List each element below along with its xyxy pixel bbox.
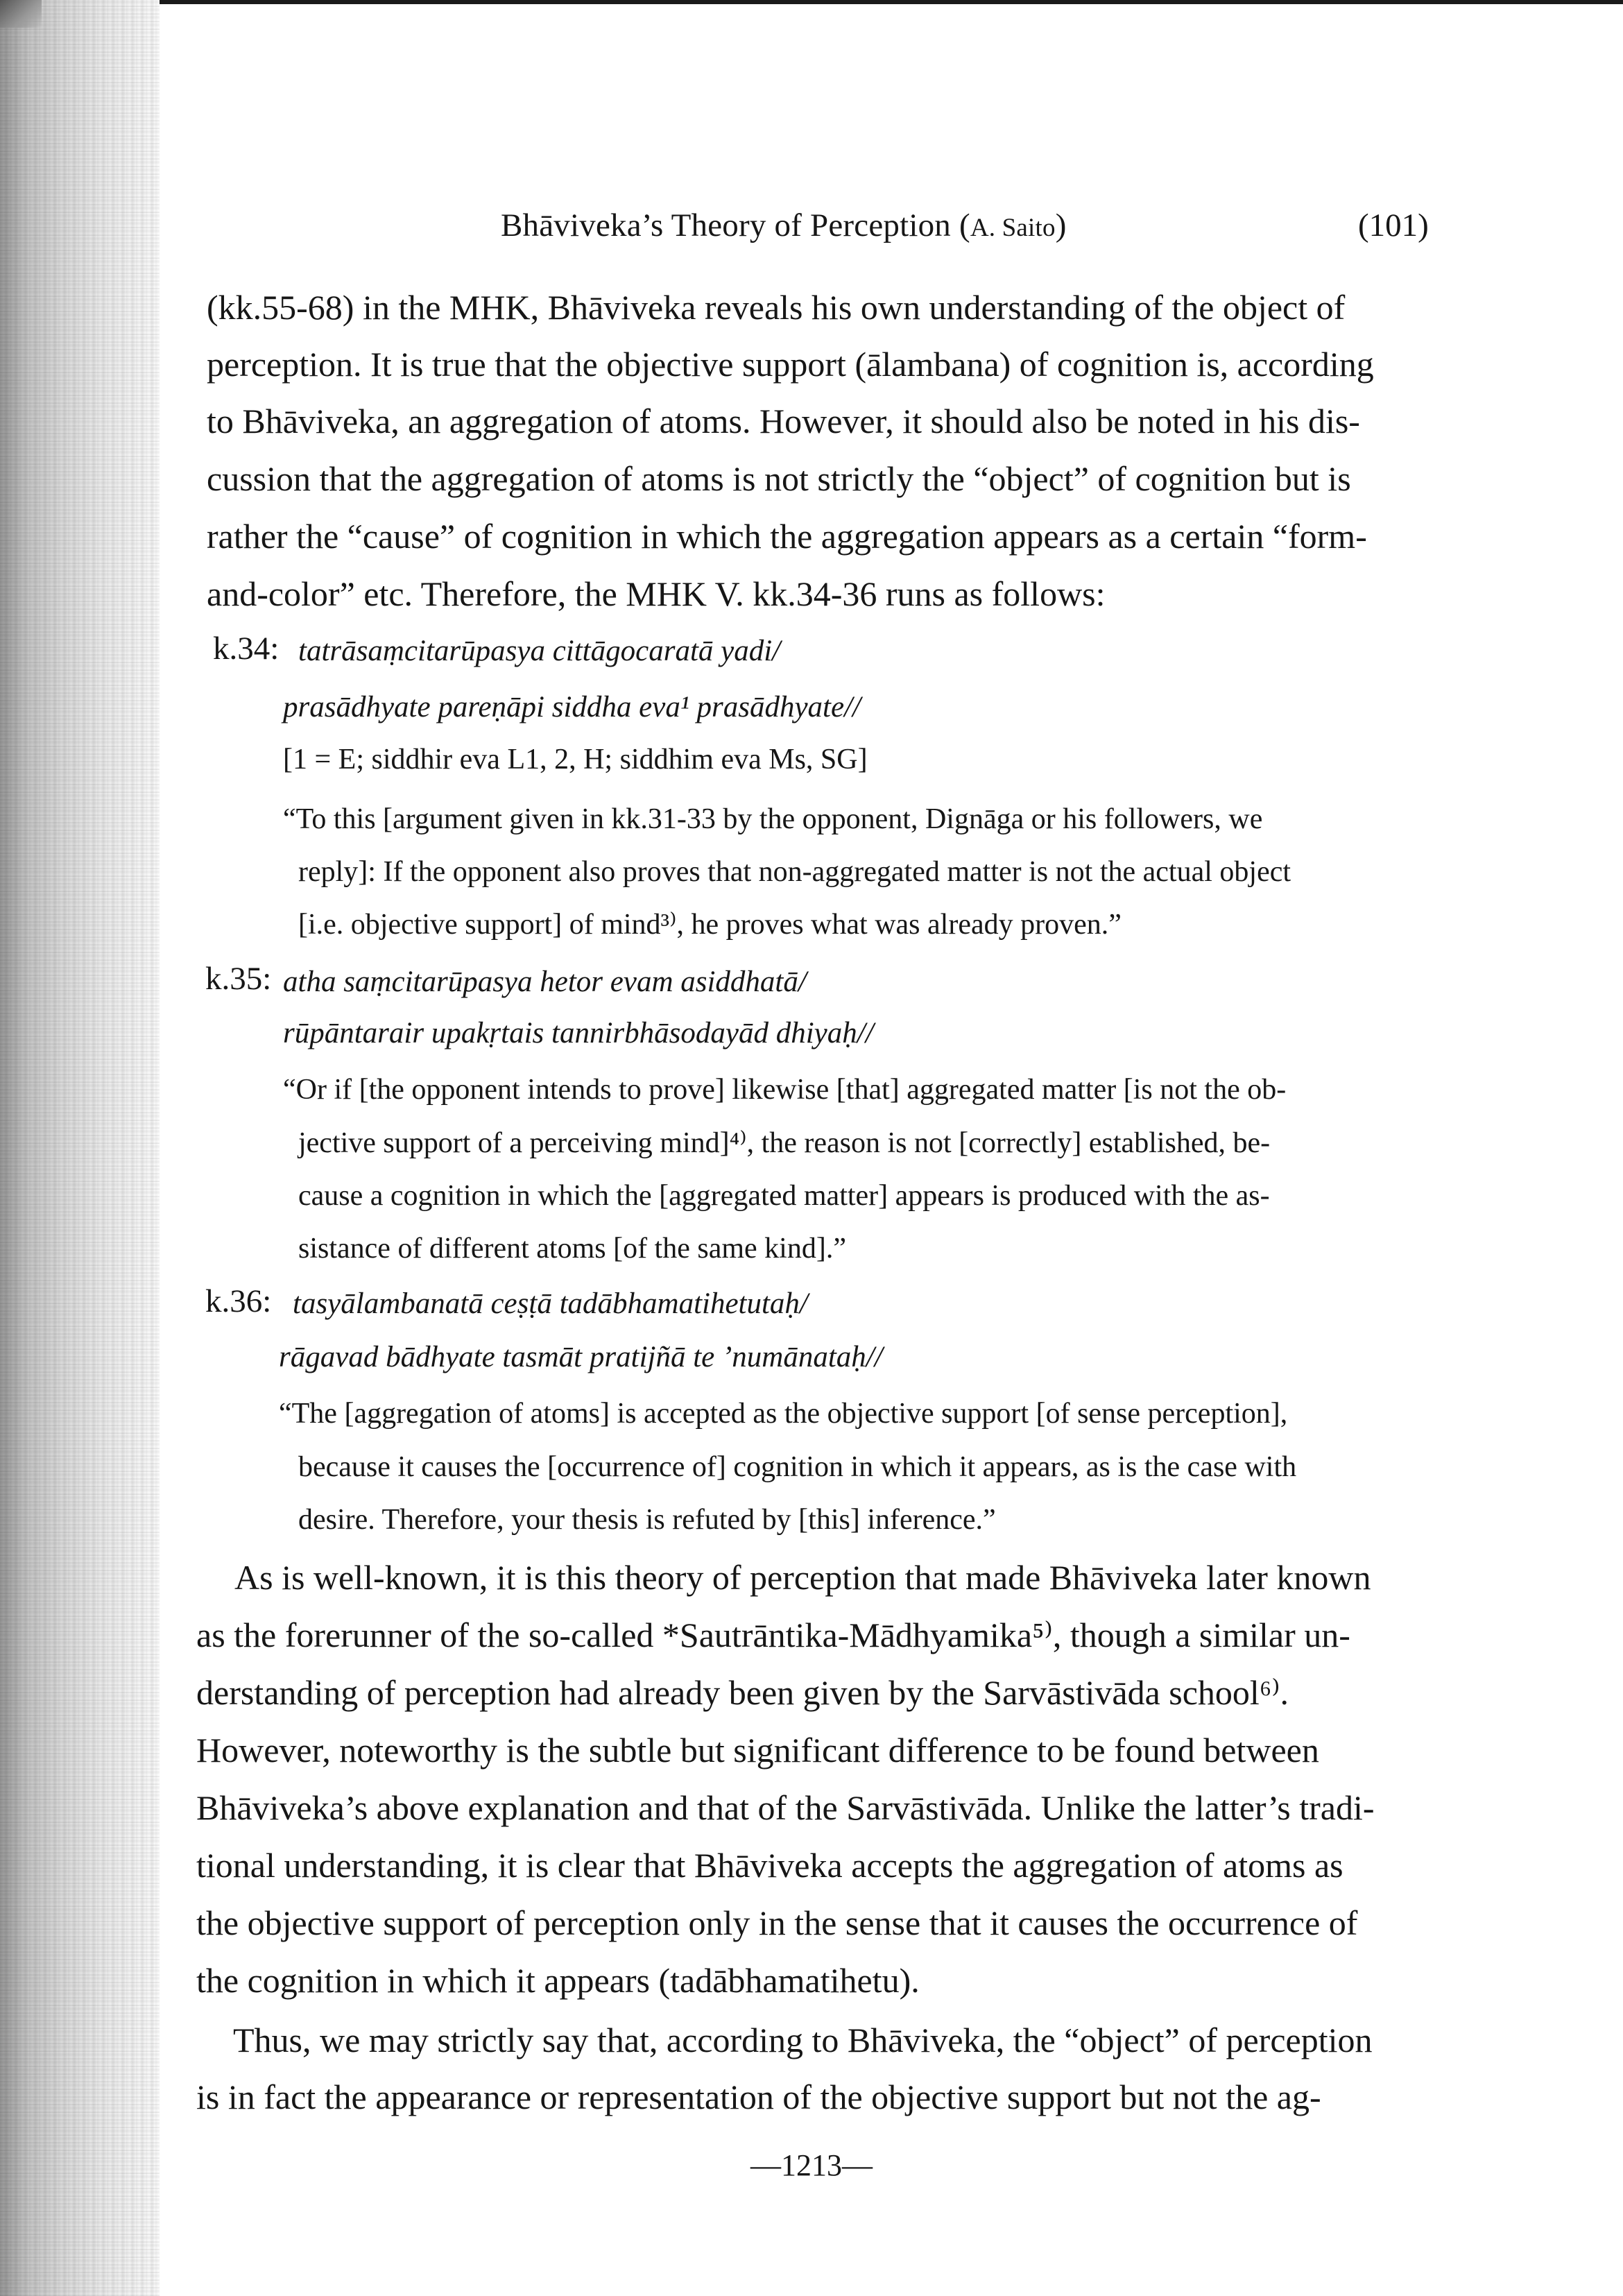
verse-k34-line-1: tatrāsaṃcitarūpasya cittāgocaratā yadi/	[298, 635, 781, 667]
verse-k36-translation-1: “The [aggregation of atoms] is accepted as the objective support [of sense perception],	[279, 1398, 1288, 1430]
para2-line-1: As is well-known, it is this theory of perception that made Bhāviveka later known	[234, 1558, 1371, 1597]
para2-line-8: the cognition in which it appears (tadābhamatihetu).	[196, 1961, 920, 2000]
verse-k34-translation-2: reply]: If the opponent also proves that non-aggregated matter is not the actual object	[298, 856, 1291, 888]
verse-k36-translation-3: desire. Therefore, your thesis is refuted by [this] inference.”	[298, 1504, 996, 1536]
top-border-rule	[0, 0, 1623, 4]
verse-k35-translation-3: cause a cognition in which the [aggregated matter] appears is produced with the as-	[298, 1180, 1270, 1212]
para1-line-5: rather the “cause” of cognition in which the aggregation appears as a certain “form-	[207, 517, 1367, 556]
page-number-top: (101)	[1358, 207, 1429, 243]
running-title: Bhāviveka’s Theory of Perception (	[501, 207, 970, 243]
verse-k35-translation-4: sistance of different atoms [of the same kind].”	[298, 1233, 846, 1265]
verse-k34-label: k.34:	[213, 631, 280, 667]
para3-line-2: is in fact the appearance or representation of the objective support but not the ag-	[196, 2077, 1321, 2116]
para1-line-1: (kk.55-68) in the MHK, Bhāviveka reveals his own understanding of the object of	[207, 288, 1346, 327]
scan-shadow-left-margin	[0, 0, 160, 2296]
verse-k35-label: k.35:	[205, 961, 272, 997]
para1-line-6: and-color” etc. Therefore, the MHK V. kk.34-36 runs as follows:	[207, 574, 1106, 613]
running-title-close: )	[1055, 207, 1067, 243]
running-author: A. Saito	[970, 214, 1056, 242]
para2-line-4: However, noteworthy is the subtle but significant difference to be found between	[196, 1731, 1319, 1770]
para1-line-3: to Bhāviveka, an aggregation of atoms. However, it should also be noted in his dis-	[207, 402, 1360, 440]
para2-line-3: derstanding of perception had already been given by the Sarvāstivāda school⁶⁾.	[196, 1673, 1289, 1712]
para1-line-4: cussion that the aggregation of atoms is not strictly the “object” of cognition but is	[207, 459, 1351, 498]
verse-k35-line-2: rūpāntarair upakṛtais tannirbhāsodayād dhiyaḥ//	[283, 1017, 874, 1050]
verse-k34-translation-1: “To this [argument given in kk.31-33 by the opponent, Dignāga or his followers, we	[283, 803, 1263, 835]
verse-k34-line-2: prasādhyate pareṇāpi siddha eva¹ prasādhyate//	[283, 691, 861, 723]
running-header	[501, 207, 1067, 244]
verse-k36-line-1: tasyālambanatā ceṣṭā tadābhamatihetutaḥ/	[293, 1287, 808, 1320]
para2-line-7: the objective support of perception only in the sense that it causes the occurrence of	[196, 1903, 1358, 1942]
page-number-bottom: —1213—	[750, 2148, 873, 2182]
verse-k35-translation-2: jective support of a perceiving mind]⁴⁾, the reason is not [correctly] established, be-	[298, 1127, 1271, 1159]
para2-line-6: tional understanding, it is clear that Bhāviveka accepts the aggregation of atoms as	[196, 1846, 1343, 1885]
para2-line-2: as the forerunner of the so-called *Sautrāntika-Mādhyamika⁵⁾, though a similar un-	[196, 1616, 1350, 1654]
verse-k35-line-1: atha saṃcitarūpasya hetor evam asiddhatā/	[283, 966, 807, 998]
para3-line-1: Thus, we may strictly say that, according to Bhāviveka, the “object” of perception	[233, 2021, 1373, 2059]
verse-k34-variants: [1 = E; siddhir eva L1, 2, H; siddhim eva Ms, SG]	[283, 744, 868, 776]
para1-line-2	[207, 347, 1374, 382]
verse-k34-translation-3: [i.e. objective support] of mind³⁾, he proves what was already proven.”	[298, 909, 1122, 941]
verse-k36-line-2: rāgavad bādhyate tasmāt pratijñā te ’numānataḥ//	[279, 1341, 883, 1373]
verse-k36-label: k.36:	[205, 1283, 272, 1319]
para1-line-2-text: perception. It is true that the objective support (ālambana) of cognition is, according	[207, 345, 1374, 384]
verse-k35-translation-1: “Or if [the opponent intends to prove] likewise [that] aggregated matter [is not the ob-	[283, 1074, 1287, 1106]
para2-line-5: Bhāviveka’s above explanation and that of the Sarvāstivāda. Unlike the latter’s tradi-	[196, 1788, 1375, 1827]
verse-k36-translation-2: because it causes the [occurrence of] cognition in which it appears, as is the case with	[298, 1451, 1297, 1483]
